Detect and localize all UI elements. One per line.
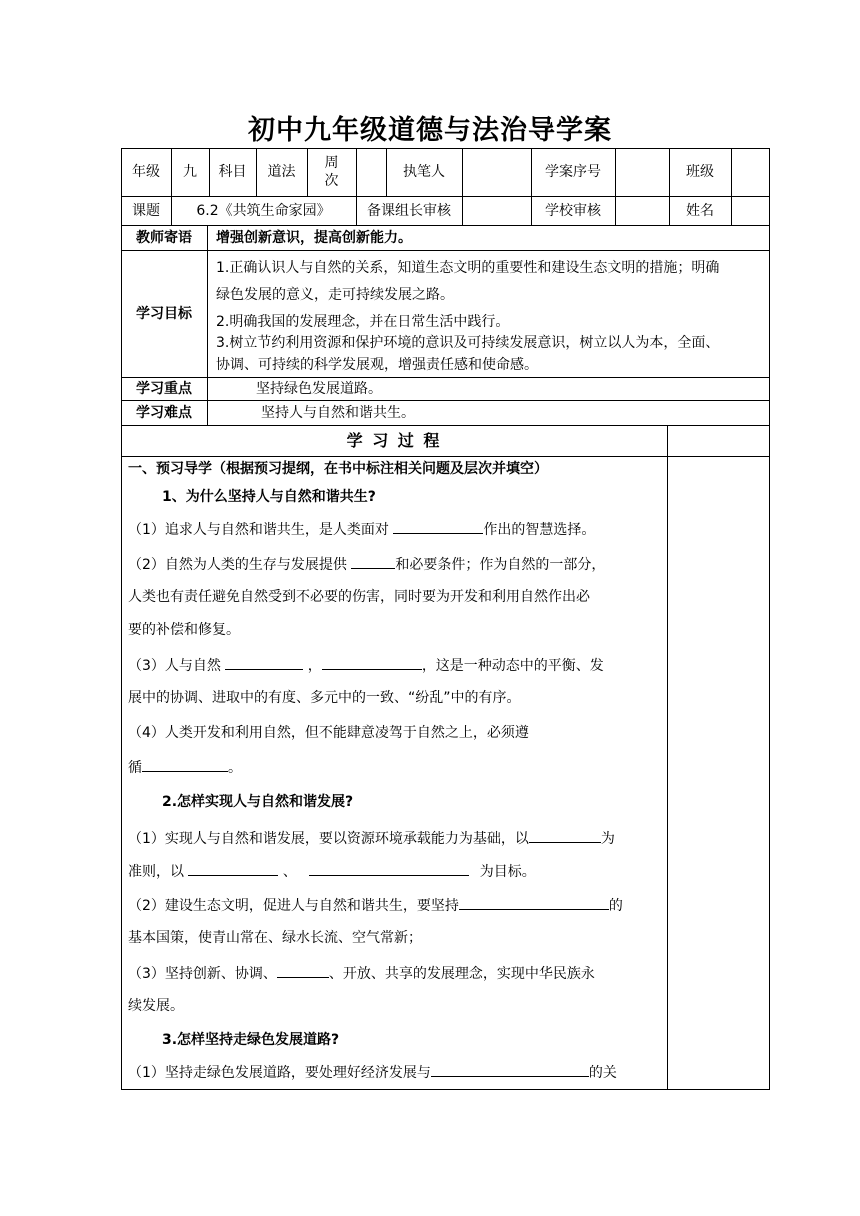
q2-item3-cont: 续发展。	[128, 998, 184, 1014]
col-divider	[731, 148, 732, 225]
row-divider	[121, 400, 770, 401]
blank-field[interactable]	[459, 895, 609, 910]
q1-item2-cont: 要的补偿和修复。	[128, 622, 240, 638]
teacher-message-label: 教师寄语	[136, 229, 192, 246]
question-heading: 1、为什么坚持人与自然和谐共生?	[162, 489, 376, 505]
objective-line: 3.树立节约利用资源和保护环境的意识及可持续发展意识，树立以人为本，全面、	[216, 335, 720, 351]
subject-label: 科目	[218, 164, 247, 180]
text: 作出的智慧选择。	[483, 522, 596, 538]
section-heading: 一、预习导学（根据预习提纲，在书中标注相关问题及层次并填空）	[128, 461, 548, 477]
q1-item2-cont: 人类也有责任避免自然受到不必要的伤害，同时要为开发和利用自然作出必	[128, 589, 590, 605]
question-heading: 3.怎样坚持走绿色发展道路?	[162, 1032, 340, 1048]
text: 为目标。	[475, 864, 536, 880]
text: 。	[228, 760, 242, 776]
objective-line: 2.明确我国的发展理念，并在日常生活中践行。	[216, 314, 510, 330]
text: ，	[303, 658, 322, 674]
key-point-label: 学习重点	[136, 380, 192, 397]
grade-label: 年级	[132, 164, 160, 180]
blank-field[interactable]	[188, 861, 278, 876]
q1-item1	[128, 519, 595, 540]
objective-line: 绿色发展的意义，走可持续发展之路。	[216, 287, 454, 303]
text: （2）自然为人类的生存与发展提供	[128, 557, 352, 573]
text: 、开放、共享的发展理念，实现中华民族永	[328, 966, 595, 982]
row-divider	[121, 225, 770, 226]
school-review-label: 学校审核	[545, 202, 601, 219]
blank-field[interactable]	[142, 757, 228, 772]
text: （1）实现人与自然和谐发展，要以资源环境承载能力为基础，以	[128, 831, 529, 847]
class-label: 班级	[686, 164, 714, 180]
col-divider	[667, 425, 668, 1090]
q1-item4-cont	[128, 757, 242, 778]
objective-line: 协调、可持续的科学发展观，增强责任感和使命感。	[216, 357, 538, 373]
blank-field[interactable]	[309, 861, 469, 876]
objective-line: 1.正确认识人与自然的关系，知道生态文明的重要性和建设生态文明的措施；明确	[216, 260, 720, 276]
col-divider	[207, 225, 208, 425]
author-label: 执笔人	[403, 164, 445, 180]
page-title: 初中九年级道德与法治导学案	[248, 115, 612, 146]
subject-value: 道法	[267, 164, 296, 180]
blank-field[interactable]	[277, 963, 329, 978]
q2-item1	[128, 828, 615, 849]
difficulty-text: 坚持人与自然和谐共生。	[261, 405, 415, 421]
q2-item1-cont	[128, 861, 536, 882]
week-label: 周 次	[324, 155, 339, 189]
name-label: 姓名	[686, 202, 714, 219]
text: （3）人与自然	[128, 658, 226, 674]
q2-item2-cont: 基本国策，使青山常在、绿水长流、空气常新；	[128, 930, 422, 946]
topic-label: 课题	[132, 202, 160, 219]
blank-field[interactable]	[529, 828, 601, 843]
process-heading: 学 习 过 程	[346, 430, 442, 450]
q2-item3	[128, 963, 595, 984]
text: ，这是一种动态中的平衡、发	[421, 658, 604, 674]
blank-field[interactable]	[431, 1062, 589, 1077]
row-divider	[121, 250, 770, 251]
text: 的	[608, 898, 623, 914]
question-heading: 2.怎样实现人与自然和谐发展?	[162, 794, 354, 810]
topic-value: 6.2《共筑生命家园》	[196, 202, 331, 219]
key-point-text: 坚持绿色发展道路。	[256, 381, 382, 397]
difficulty-label: 学习难点	[136, 404, 192, 421]
col-divider	[462, 148, 463, 225]
teacher-message-text: 增强创新意识，提高创新能力。	[216, 230, 412, 246]
row-divider	[121, 377, 770, 378]
objectives-label: 学习目标	[136, 305, 192, 322]
text: 、	[278, 864, 302, 880]
col-divider	[615, 148, 616, 225]
q1-item3-cont: 展中的协调、进取中的有度、多元中的一致、“纷乱”中的有序。	[128, 690, 521, 706]
review-label: 备课组长审核	[367, 202, 451, 219]
text: （1）追求人与自然和谐共生，是人类面对	[128, 522, 394, 538]
text: （3）坚持创新、协调、	[128, 966, 277, 982]
text: 和必要条件；作为自然的一部分，	[395, 557, 606, 573]
grade-value: 九	[183, 164, 197, 180]
process-content	[124, 456, 664, 1086]
blank-field[interactable]	[351, 554, 395, 569]
text: 为	[600, 831, 615, 847]
text: 的关	[588, 1065, 617, 1081]
blank-field[interactable]	[322, 655, 422, 670]
text: 循	[128, 760, 142, 776]
q1-item4: （4）人类开发和利用自然，但不能肆意凌驾于自然之上，必须遵	[128, 725, 529, 741]
blank-field[interactable]	[393, 519, 483, 534]
text: 准则，以	[128, 864, 189, 880]
q3-item1	[128, 1062, 617, 1083]
text: （1）坚持走绿色发展道路，要处理好经济发展与	[128, 1065, 431, 1081]
q1-item3	[128, 655, 604, 676]
blank-field[interactable]	[225, 655, 303, 670]
q2-item2	[128, 895, 623, 916]
q1-item2	[128, 554, 605, 575]
text: （2）建设生态文明，促进人与自然和谐共生，要坚持	[128, 898, 459, 914]
serial-label: 学案序号	[545, 164, 601, 180]
